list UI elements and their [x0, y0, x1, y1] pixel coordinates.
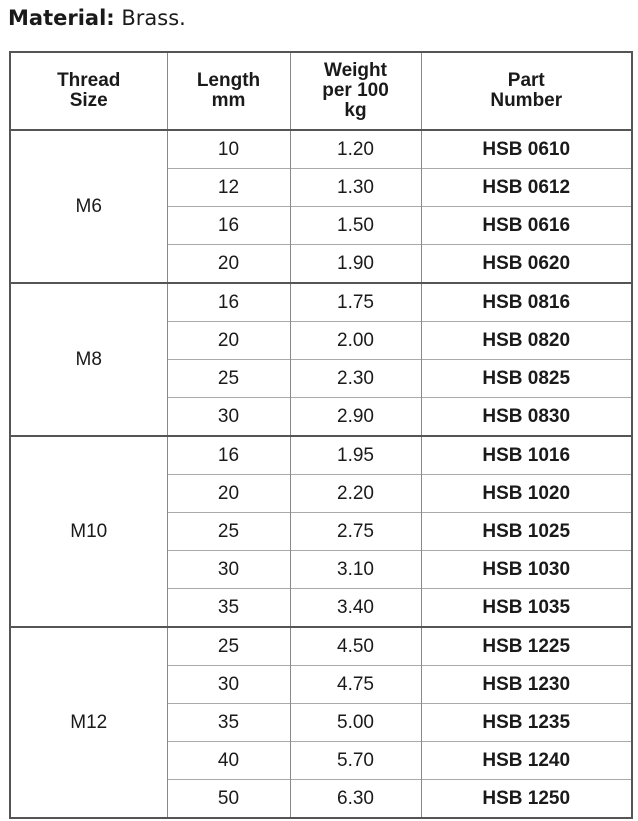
header-length: Length mm: [167, 52, 290, 130]
weight-cell: 2.90: [290, 398, 421, 437]
length-cell: 35: [167, 589, 290, 628]
part-number-cell: HSB 1250: [421, 780, 632, 819]
table-row: [10, 627, 632, 666]
length-cell: 50: [167, 780, 290, 819]
part-number-cell: HSB 0820: [421, 322, 632, 360]
thread-size-cell: M10: [10, 436, 167, 627]
length-cell: 20: [167, 475, 290, 513]
weight-cell: 1.90: [290, 245, 421, 284]
weight-cell: 1.30: [290, 169, 421, 207]
weight-cell: 3.40: [290, 589, 421, 628]
header-weight: Weight per 100 kg: [290, 52, 421, 130]
part-number-cell: HSB 1025: [421, 513, 632, 551]
table-row: [10, 436, 632, 475]
length-cell: 40: [167, 742, 290, 780]
part-number-cell: HSB 0825: [421, 360, 632, 398]
thread-size-cell: M8: [10, 283, 167, 436]
table-row: [10, 130, 632, 169]
part-number-cell: HSB 0610: [421, 130, 632, 169]
part-number-cell: HSB 0830: [421, 398, 632, 437]
part-number-cell: HSB 0612: [421, 169, 632, 207]
part-number-cell: HSB 0620: [421, 245, 632, 284]
part-number-cell: HSB 0616: [421, 207, 632, 245]
length-cell: 12: [167, 169, 290, 207]
length-cell: 16: [167, 207, 290, 245]
weight-cell: 5.70: [290, 742, 421, 780]
weight-cell: 4.50: [290, 627, 421, 666]
length-cell: 35: [167, 704, 290, 742]
length-cell: 10: [167, 130, 290, 169]
length-cell: 16: [167, 436, 290, 475]
weight-cell: 1.50: [290, 207, 421, 245]
length-cell: 30: [167, 551, 290, 589]
weight-cell: 4.75: [290, 666, 421, 704]
length-cell: 20: [167, 245, 290, 284]
part-number-cell: HSB 0816: [421, 283, 632, 322]
length-cell: 30: [167, 666, 290, 704]
thread-size-cell: M6: [75, 195, 102, 217]
weight-cell: 2.20: [290, 475, 421, 513]
weight-cell: 2.75: [290, 513, 421, 551]
header-thread-size: Thread Size: [10, 52, 167, 130]
weight-cell: 1.20: [290, 130, 421, 169]
material-value: Brass.: [121, 6, 186, 30]
weight-cell: 6.30: [290, 780, 421, 819]
length-cell: 20: [167, 322, 290, 360]
length-cell: 25: [167, 360, 290, 398]
part-number-cell: HSB 1235: [421, 704, 632, 742]
part-number-cell: HSB 1035: [421, 589, 632, 628]
part-number-cell: HSB 1230: [421, 666, 632, 704]
weight-cell: 3.10: [290, 551, 421, 589]
part-number-cell: HSB 1016: [421, 436, 632, 475]
header-row: [10, 52, 632, 130]
spec-table: [9, 51, 633, 819]
weight-cell: 1.75: [290, 283, 421, 322]
length-cell: 25: [167, 513, 290, 551]
part-number-cell: HSB 1240: [421, 742, 632, 780]
length-cell: 16: [167, 283, 290, 322]
table-body: [10, 130, 632, 818]
thread-size-cell: M12: [10, 627, 167, 818]
part-number-cell: HSB 1225: [421, 627, 632, 666]
weight-cell: 5.00: [290, 704, 421, 742]
weight-cell: 2.30: [290, 360, 421, 398]
table-row: [10, 283, 632, 322]
header-part-number: Part Number: [421, 52, 632, 130]
weight-cell: 1.95: [290, 436, 421, 475]
weight-cell: 2.00: [290, 322, 421, 360]
length-cell: 30: [167, 398, 290, 437]
part-number-cell: HSB 1020: [421, 475, 632, 513]
material-label: Material:: [8, 6, 115, 30]
material-line: [8, 4, 186, 32]
part-number-cell: HSB 1030: [421, 551, 632, 589]
length-cell: 25: [167, 627, 290, 666]
